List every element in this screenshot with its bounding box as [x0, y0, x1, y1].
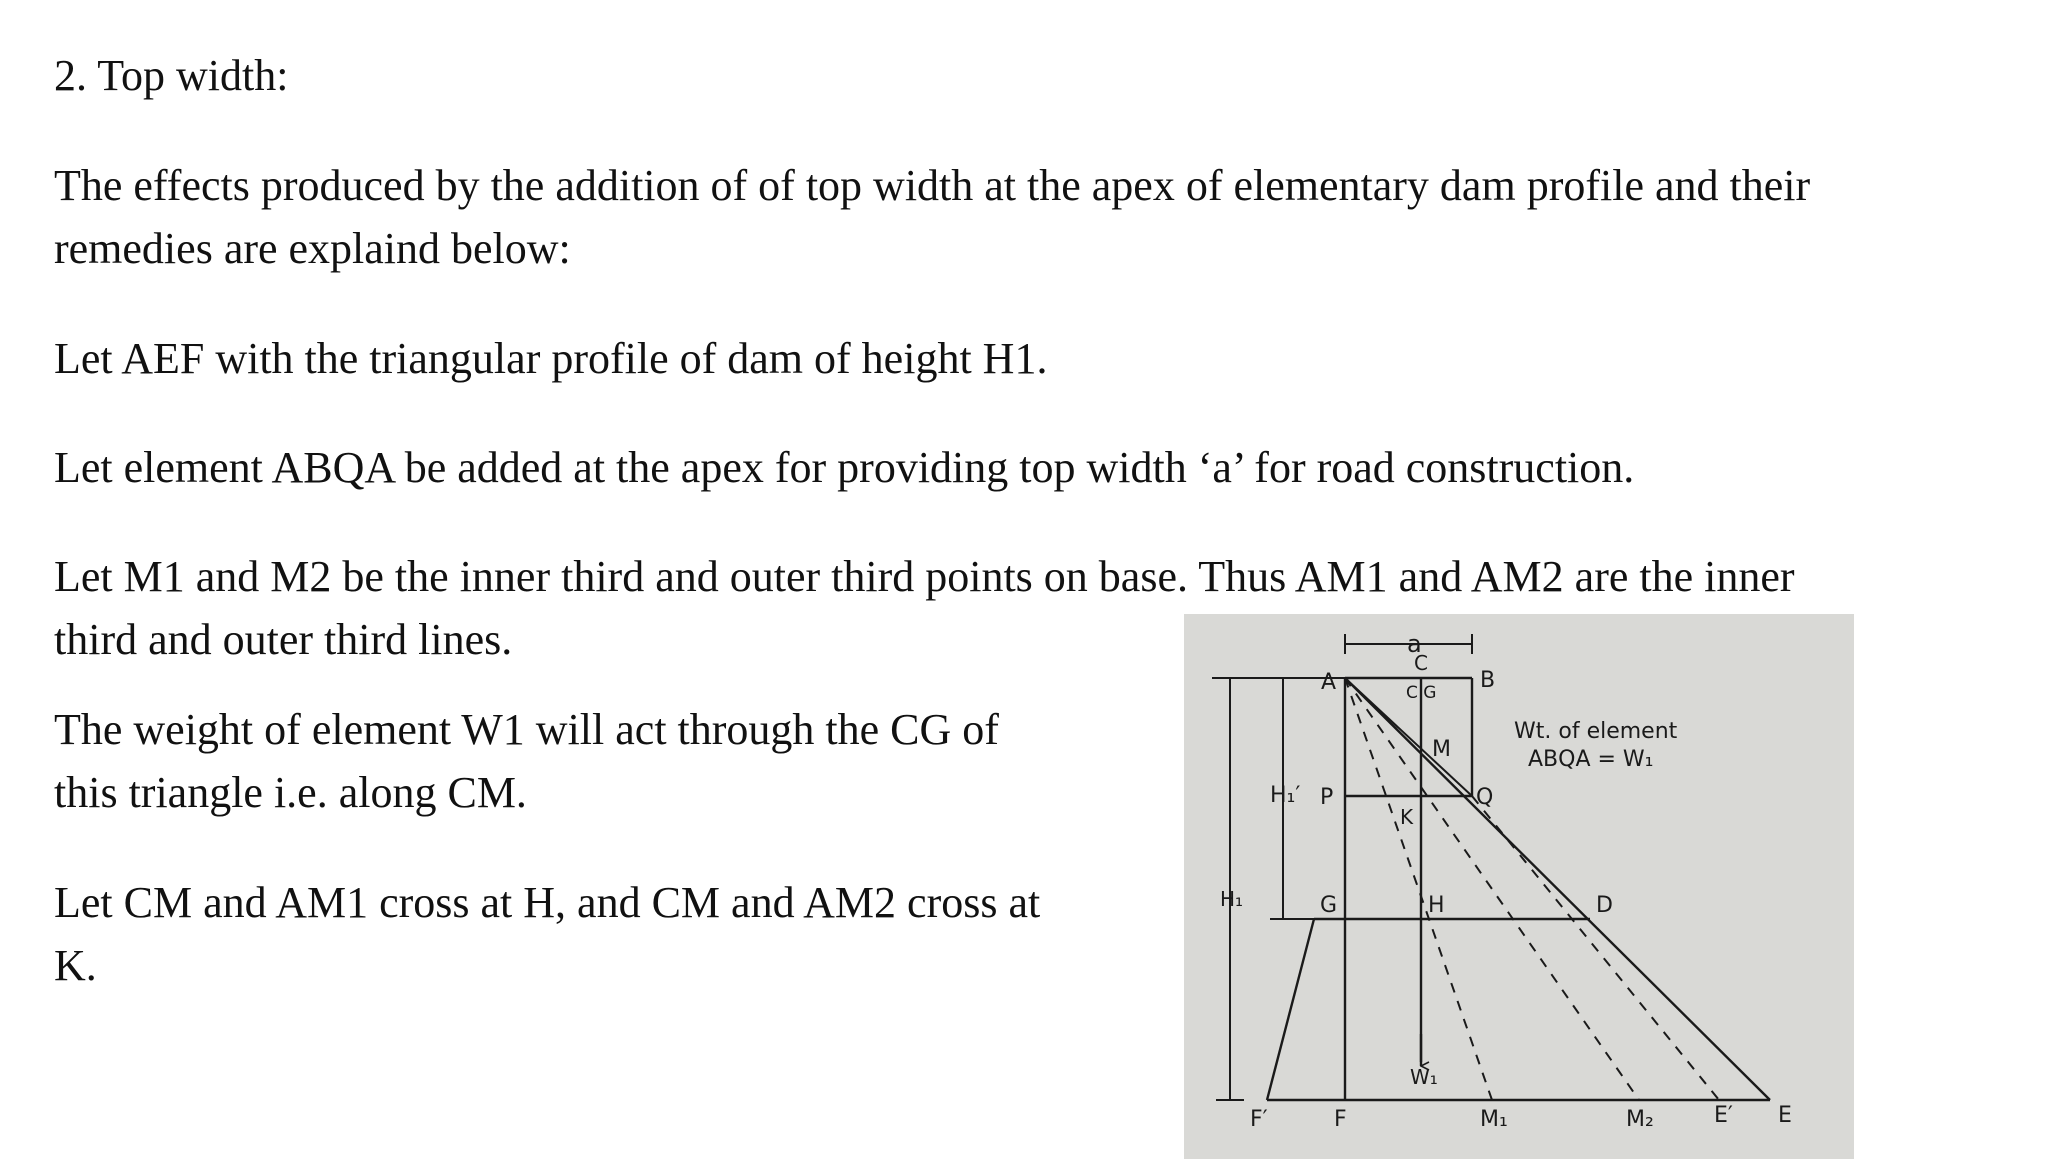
paragraph-3: Let element ABQA be added at the apex for providing top width ‘a’ for road construction. — [54, 443, 1635, 492]
paragraph-5-line-2: this triangle i.e. along CM. — [54, 768, 527, 817]
label-H1-prime: H₁′ — [1270, 783, 1301, 808]
label-D: D — [1596, 893, 1613, 918]
dam-profile-figure — [1184, 614, 1854, 1159]
section-heading: 2. Top width: — [54, 51, 289, 100]
label-M1: M₁ — [1480, 1107, 1508, 1132]
paragraph-2: Let AEF with the triangular profile of dam of height H1. — [54, 334, 1048, 383]
label-E: E — [1778, 1103, 1792, 1128]
paragraph-4-line-2: third and outer third lines. — [54, 615, 513, 664]
label-W1: W₁ — [1410, 1065, 1438, 1089]
paragraph-4-line-1: Let M1 and M2 be the inner third and outer third points on base. Thus AM1 and AM2 are the inner — [54, 552, 1795, 601]
label-M2: M₂ — [1626, 1107, 1654, 1132]
paragraph-1-line-1: The effects produced by the addition of of top width at the apex of elementary dam profile and their — [54, 161, 1811, 210]
inner-third-line — [1345, 678, 1492, 1100]
label-C: C — [1414, 651, 1428, 675]
label-G: G — [1320, 893, 1338, 918]
label-E-prime: E′ — [1714, 1103, 1733, 1128]
label-weight-line-2: ABQA = W₁ — [1528, 747, 1654, 772]
label-weight-line-1: Wt. of element — [1514, 719, 1678, 744]
label-K: K — [1400, 805, 1414, 829]
label-CG: C G — [1406, 683, 1437, 703]
paragraph-1-line-2: remedies are explaind below: — [54, 224, 571, 273]
paragraph-6-line-1: Let CM and AM1 cross at H, and CM and AM2 cross at — [54, 878, 1041, 927]
label-H1: H₁ — [1220, 887, 1244, 911]
outer-line-E-prime — [1472, 796, 1719, 1100]
paragraph-6-line-2: K. — [54, 941, 97, 990]
label-F-prime: F′ — [1250, 1107, 1268, 1132]
label-A: A — [1321, 670, 1337, 695]
label-P: P — [1320, 785, 1334, 810]
dam-profile-diagram — [1184, 614, 1854, 1159]
label-B: B — [1480, 668, 1496, 693]
label-F: F — [1334, 1107, 1347, 1132]
line-F-prime-G — [1267, 919, 1314, 1100]
label-H: H — [1428, 893, 1445, 918]
label-a: a — [1407, 630, 1422, 658]
label-M: M — [1432, 737, 1451, 762]
paragraph-5-line-1: The weight of element W1 will act through the CG of — [54, 705, 999, 754]
label-Q: Q — [1476, 785, 1494, 810]
